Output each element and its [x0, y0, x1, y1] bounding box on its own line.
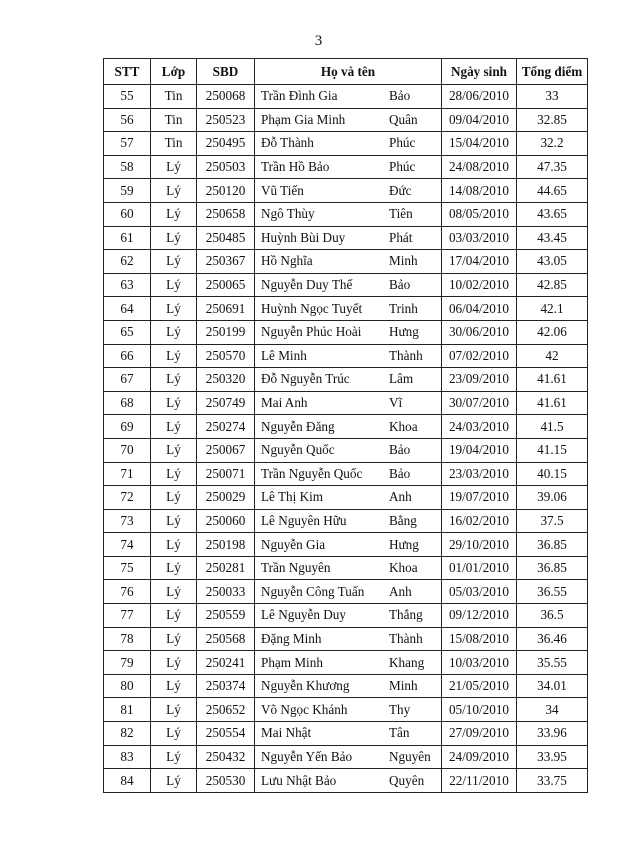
table-row: [104, 85, 588, 109]
surname-text: Huỳnh Bùi Duy: [261, 229, 346, 245]
cell-stt: 78: [104, 627, 151, 651]
cell-ngay-sinh: 03/03/2010: [442, 226, 517, 250]
table-row: [104, 745, 588, 769]
cell-ngay-sinh: 09/04/2010: [442, 108, 517, 132]
cell-tong-diem: 33.96: [517, 722, 588, 746]
given-name-text: Phúc: [389, 159, 416, 175]
cell-tong-diem: 42: [517, 344, 588, 368]
table-row: [104, 698, 588, 722]
cell-ho-va-ten: [255, 745, 442, 769]
surname-text: Võ Ngọc Khánh: [261, 701, 348, 717]
cell-ngay-sinh: 10/03/2010: [442, 651, 517, 675]
cell-lop: Lý: [151, 604, 197, 628]
cell-ho-va-ten: [255, 344, 442, 368]
given-name-text: Minh: [389, 678, 418, 694]
cell-stt: 67: [104, 368, 151, 392]
cell-ngay-sinh: 14/08/2010: [442, 179, 517, 203]
cell-lop: Lý: [151, 415, 197, 439]
table-row: [104, 179, 588, 203]
cell-ngay-sinh: 08/05/2010: [442, 202, 517, 226]
cell-sbd: 250691: [197, 297, 255, 321]
surname-text: Nguyễn Quốc: [261, 442, 335, 458]
surname-text: Nguyễn Yến Bảo: [261, 748, 353, 764]
cell-ho-va-ten: [255, 462, 442, 486]
cell-sbd: 250495: [197, 132, 255, 156]
cell-sbd: 250198: [197, 533, 255, 557]
table-row: [104, 509, 588, 533]
cell-ngay-sinh: 27/09/2010: [442, 722, 517, 746]
cell-sbd: 250658: [197, 202, 255, 226]
cell-stt: 74: [104, 533, 151, 557]
cell-sbd: 250068: [197, 85, 255, 109]
header-stt: STT: [104, 59, 151, 85]
cell-tong-diem: 33.75: [517, 769, 588, 793]
cell-lop: Lý: [151, 344, 197, 368]
cell-tong-diem: 36.85: [517, 556, 588, 580]
cell-ho-va-ten: [255, 108, 442, 132]
cell-sbd: 250033: [197, 580, 255, 604]
cell-ho-va-ten: [255, 320, 442, 344]
cell-ho-va-ten: [255, 179, 442, 203]
cell-tong-diem: 36.5: [517, 604, 588, 628]
cell-ho-va-ten: [255, 769, 442, 793]
header-ho-va-ten: Họ và tên: [255, 59, 442, 85]
cell-ngay-sinh: 15/08/2010: [442, 627, 517, 651]
cell-tong-diem: 34: [517, 698, 588, 722]
cell-ngay-sinh: 16/02/2010: [442, 509, 517, 533]
table-row: [104, 627, 588, 651]
cell-lop: Lý: [151, 202, 197, 226]
cell-sbd: 250652: [197, 698, 255, 722]
cell-tong-diem: 41.61: [517, 368, 588, 392]
surname-text: Lê Nguyễn Duy: [261, 607, 346, 623]
cell-sbd: 250199: [197, 320, 255, 344]
given-name-text: Quân: [389, 111, 418, 127]
given-name-text: Hưng: [389, 324, 419, 340]
cell-stt: 76: [104, 580, 151, 604]
cell-tong-diem: 44.65: [517, 179, 588, 203]
cell-ho-va-ten: [255, 85, 442, 109]
cell-ngay-sinh: 24/03/2010: [442, 415, 517, 439]
cell-ngay-sinh: 21/05/2010: [442, 674, 517, 698]
table-row: [104, 486, 588, 510]
cell-ho-va-ten: [255, 132, 442, 156]
surname-text: Nguyễn Gia: [261, 536, 326, 552]
cell-lop: Lý: [151, 533, 197, 557]
cell-lop: Lý: [151, 698, 197, 722]
surname-text: Trần Nguyễn Quốc: [261, 465, 363, 481]
cell-lop: Lý: [151, 651, 197, 675]
table-row: [104, 320, 588, 344]
cell-ngay-sinh: 23/09/2010: [442, 368, 517, 392]
cell-ho-va-ten: [255, 202, 442, 226]
cell-stt: 65: [104, 320, 151, 344]
cell-lop: Lý: [151, 462, 197, 486]
cell-ngay-sinh: 05/10/2010: [442, 698, 517, 722]
table-row: [104, 415, 588, 439]
cell-ngay-sinh: 15/04/2010: [442, 132, 517, 156]
cell-ho-va-ten: [255, 273, 442, 297]
cell-stt: 73: [104, 509, 151, 533]
cell-ho-va-ten: [255, 509, 442, 533]
cell-ngay-sinh: 05/03/2010: [442, 580, 517, 604]
header-lop: Lớp: [151, 59, 197, 85]
cell-stt: 80: [104, 674, 151, 698]
cell-ho-va-ten: [255, 226, 442, 250]
given-name-text: Anh: [389, 489, 412, 505]
cell-lop: Lý: [151, 674, 197, 698]
table-header-row: [104, 59, 588, 85]
cell-lop: Lý: [151, 297, 197, 321]
given-name-text: Lâm: [389, 371, 414, 387]
given-name-text: Trinh: [389, 300, 418, 316]
table-row: [104, 674, 588, 698]
cell-stt: 62: [104, 250, 151, 274]
cell-tong-diem: 35.55: [517, 651, 588, 675]
cell-tong-diem: 40.15: [517, 462, 588, 486]
cell-ho-va-ten: [255, 604, 442, 628]
given-name-text: Tiên: [389, 206, 413, 222]
cell-stt: 61: [104, 226, 151, 250]
cell-lop: Lý: [151, 486, 197, 510]
table-row: [104, 226, 588, 250]
cell-ngay-sinh: 28/06/2010: [442, 85, 517, 109]
table-row: [104, 368, 588, 392]
cell-ho-va-ten: [255, 627, 442, 651]
given-name-text: Bảo: [389, 88, 411, 104]
cell-ho-va-ten: [255, 250, 442, 274]
surname-text: Đỗ Nguyễn Trúc: [261, 371, 350, 387]
cell-tong-diem: 36.46: [517, 627, 588, 651]
table-row: [104, 391, 588, 415]
table-row: [104, 155, 588, 179]
cell-ngay-sinh: 06/04/2010: [442, 297, 517, 321]
cell-tong-diem: 43.65: [517, 202, 588, 226]
surname-text: Trần Nguyên: [261, 560, 331, 576]
given-name-text: Khang: [389, 654, 425, 670]
given-name-text: Nguyên: [389, 748, 431, 764]
cell-lop: Lý: [151, 769, 197, 793]
cell-sbd: 250485: [197, 226, 255, 250]
cell-lop: Lý: [151, 250, 197, 274]
cell-stt: 66: [104, 344, 151, 368]
cell-tong-diem: 39.06: [517, 486, 588, 510]
results-table: [103, 58, 588, 793]
cell-lop: Lý: [151, 368, 197, 392]
cell-ngay-sinh: 24/08/2010: [442, 155, 517, 179]
cell-ngay-sinh: 29/10/2010: [442, 533, 517, 557]
cell-ngay-sinh: 10/02/2010: [442, 273, 517, 297]
cell-ngay-sinh: 17/04/2010: [442, 250, 517, 274]
given-name-text: Hưng: [389, 536, 419, 552]
cell-lop: Lý: [151, 509, 197, 533]
cell-lop: Tin: [151, 132, 197, 156]
cell-lop: Tin: [151, 108, 197, 132]
surname-text: Nguyễn Công Tuấn: [261, 583, 365, 599]
cell-tong-diem: 32.85: [517, 108, 588, 132]
surname-text: Lê Nguyên Hữu: [261, 512, 347, 528]
cell-sbd: 250367: [197, 250, 255, 274]
given-name-text: Bằng: [389, 512, 417, 528]
cell-sbd: 250060: [197, 509, 255, 533]
table-row: [104, 132, 588, 156]
surname-text: Nguyễn Duy Thế: [261, 277, 353, 293]
cell-ho-va-ten: [255, 415, 442, 439]
cell-tong-diem: 42.06: [517, 320, 588, 344]
cell-ho-va-ten: [255, 438, 442, 462]
cell-stt: 56: [104, 108, 151, 132]
table-row: [104, 722, 588, 746]
surname-text: Trần Đình Gia: [261, 88, 338, 104]
cell-tong-diem: 42.1: [517, 297, 588, 321]
cell-ngay-sinh: 23/03/2010: [442, 462, 517, 486]
table-row: [104, 462, 588, 486]
table-row: [104, 769, 588, 793]
given-name-text: Bảo: [389, 277, 411, 293]
page-number: 3: [314, 33, 323, 49]
cell-lop: Lý: [151, 155, 197, 179]
cell-sbd: 250432: [197, 745, 255, 769]
cell-sbd: 250071: [197, 462, 255, 486]
given-name-text: Phúc: [389, 135, 416, 151]
cell-sbd: 250029: [197, 486, 255, 510]
cell-lop: Lý: [151, 627, 197, 651]
surname-text: Mai Nhật: [261, 725, 312, 741]
cell-stt: 84: [104, 769, 151, 793]
cell-sbd: 250559: [197, 604, 255, 628]
table-row: [104, 202, 588, 226]
given-name-text: Đức: [389, 182, 412, 198]
cell-lop: Lý: [151, 320, 197, 344]
given-name-text: Bảo: [389, 442, 411, 458]
surname-text: Lưu Nhật Bảo: [261, 772, 337, 788]
cell-ngay-sinh: 19/04/2010: [442, 438, 517, 462]
cell-lop: Lý: [151, 391, 197, 415]
cell-tong-diem: 41.61: [517, 391, 588, 415]
cell-sbd: 250241: [197, 651, 255, 675]
cell-tong-diem: 33.95: [517, 745, 588, 769]
given-name-text: Bảo: [389, 465, 411, 481]
header-tong-diem: Tổng điểm: [517, 59, 588, 85]
cell-ngay-sinh: 30/06/2010: [442, 320, 517, 344]
cell-stt: 79: [104, 651, 151, 675]
cell-stt: 57: [104, 132, 151, 156]
given-name-text: Quyên: [389, 772, 425, 788]
cell-tong-diem: 42.85: [517, 273, 588, 297]
surname-text: Mai Anh: [261, 395, 308, 411]
header-ngay-sinh: Ngày sinh: [442, 59, 517, 85]
given-name-text: Thành: [389, 347, 423, 363]
surname-text: Ngô Thùy: [261, 206, 315, 222]
cell-stt: 59: [104, 179, 151, 203]
cell-lop: Lý: [151, 722, 197, 746]
cell-ngay-sinh: 24/09/2010: [442, 745, 517, 769]
given-name-text: Minh: [389, 253, 418, 269]
table-row: [104, 108, 588, 132]
table-row: [104, 297, 588, 321]
cell-ho-va-ten: [255, 391, 442, 415]
table-body: [104, 85, 588, 793]
table-row: [104, 651, 588, 675]
table-row: [104, 250, 588, 274]
given-name-text: Thắng: [389, 607, 423, 623]
table-row: [104, 556, 588, 580]
table-row: [104, 580, 588, 604]
surname-text: Đỗ Thành: [261, 135, 314, 151]
cell-ho-va-ten: [255, 698, 442, 722]
surname-text: Nguyễn Khương: [261, 678, 350, 694]
surname-text: Nguyễn Phúc Hoài: [261, 324, 362, 340]
surname-text: Huỳnh Ngọc Tuyết: [261, 300, 363, 316]
cell-sbd: 250523: [197, 108, 255, 132]
cell-tong-diem: 41.5: [517, 415, 588, 439]
cell-stt: 63: [104, 273, 151, 297]
given-name-text: Tân: [389, 725, 410, 741]
cell-stt: 71: [104, 462, 151, 486]
cell-lop: Lý: [151, 745, 197, 769]
table-row: [104, 273, 588, 297]
cell-tong-diem: 47.35: [517, 155, 588, 179]
cell-tong-diem: 37.5: [517, 509, 588, 533]
cell-ngay-sinh: 01/01/2010: [442, 556, 517, 580]
surname-text: Nguyễn Đăng: [261, 418, 335, 434]
cell-stt: 64: [104, 297, 151, 321]
cell-sbd: 250320: [197, 368, 255, 392]
cell-tong-diem: 34.01: [517, 674, 588, 698]
cell-ngay-sinh: 09/12/2010: [442, 604, 517, 628]
surname-text: Lê Minh: [261, 347, 307, 363]
cell-stt: 70: [104, 438, 151, 462]
given-name-text: Phát: [389, 229, 413, 245]
cell-tong-diem: 43.45: [517, 226, 588, 250]
cell-lop: Lý: [151, 556, 197, 580]
cell-lop: Lý: [151, 273, 197, 297]
cell-sbd: 250120: [197, 179, 255, 203]
cell-lop: Lý: [151, 438, 197, 462]
cell-ho-va-ten: [255, 368, 442, 392]
cell-sbd: 250281: [197, 556, 255, 580]
surname-text: Trần Hồ Bảo: [261, 159, 330, 175]
cell-stt: 83: [104, 745, 151, 769]
table-row: [104, 533, 588, 557]
surname-text: Lê Thị Kim: [261, 489, 324, 505]
given-name-text: Thành: [389, 630, 423, 646]
cell-stt: 60: [104, 202, 151, 226]
cell-sbd: 250570: [197, 344, 255, 368]
cell-ho-va-ten: [255, 580, 442, 604]
header-sbd: SBD: [197, 59, 255, 85]
cell-ngay-sinh: 19/07/2010: [442, 486, 517, 510]
cell-stt: 69: [104, 415, 151, 439]
cell-ho-va-ten: [255, 297, 442, 321]
cell-tong-diem: 32.2: [517, 132, 588, 156]
cell-lop: Tin: [151, 85, 197, 109]
cell-stt: 82: [104, 722, 151, 746]
cell-sbd: 250067: [197, 438, 255, 462]
cell-stt: 77: [104, 604, 151, 628]
cell-lop: Lý: [151, 226, 197, 250]
cell-sbd: 250554: [197, 722, 255, 746]
given-name-text: Khoa: [389, 418, 418, 434]
table-row: [104, 438, 588, 462]
cell-sbd: 250530: [197, 769, 255, 793]
surname-text: Phạm Minh: [261, 654, 323, 670]
cell-tong-diem: 41.15: [517, 438, 588, 462]
given-name-text: Thy: [389, 701, 411, 717]
cell-stt: 75: [104, 556, 151, 580]
cell-sbd: 250274: [197, 415, 255, 439]
cell-ngay-sinh: 07/02/2010: [442, 344, 517, 368]
surname-text: Vũ Tiến: [261, 182, 304, 198]
cell-ho-va-ten: [255, 722, 442, 746]
surname-text: Hồ Nghĩa: [261, 253, 313, 269]
given-name-text: Anh: [389, 583, 412, 599]
table-row: [104, 344, 588, 368]
cell-ho-va-ten: [255, 486, 442, 510]
cell-stt: 55: [104, 85, 151, 109]
cell-tong-diem: 33: [517, 85, 588, 109]
cell-ho-va-ten: [255, 651, 442, 675]
cell-sbd: 250065: [197, 273, 255, 297]
table-row: [104, 604, 588, 628]
cell-sbd: 250374: [197, 674, 255, 698]
given-name-text: Vĩ: [389, 395, 403, 411]
cell-tong-diem: 43.05: [517, 250, 588, 274]
cell-lop: Lý: [151, 580, 197, 604]
cell-stt: 68: [104, 391, 151, 415]
cell-stt: 72: [104, 486, 151, 510]
surname-text: Phạm Gia Minh: [261, 111, 346, 127]
cell-sbd: 250568: [197, 627, 255, 651]
cell-tong-diem: 36.85: [517, 533, 588, 557]
cell-lop: Lý: [151, 179, 197, 203]
cell-ngay-sinh: 30/07/2010: [442, 391, 517, 415]
surname-text: Đặng Minh: [261, 630, 322, 646]
cell-ho-va-ten: [255, 674, 442, 698]
cell-stt: 58: [104, 155, 151, 179]
cell-ho-va-ten: [255, 556, 442, 580]
cell-ho-va-ten: [255, 155, 442, 179]
cell-ngay-sinh: 22/11/2010: [442, 769, 517, 793]
cell-ho-va-ten: [255, 533, 442, 557]
cell-sbd: 250749: [197, 391, 255, 415]
cell-stt: 81: [104, 698, 151, 722]
given-name-text: Khoa: [389, 560, 418, 576]
cell-sbd: 250503: [197, 155, 255, 179]
cell-tong-diem: 36.55: [517, 580, 588, 604]
